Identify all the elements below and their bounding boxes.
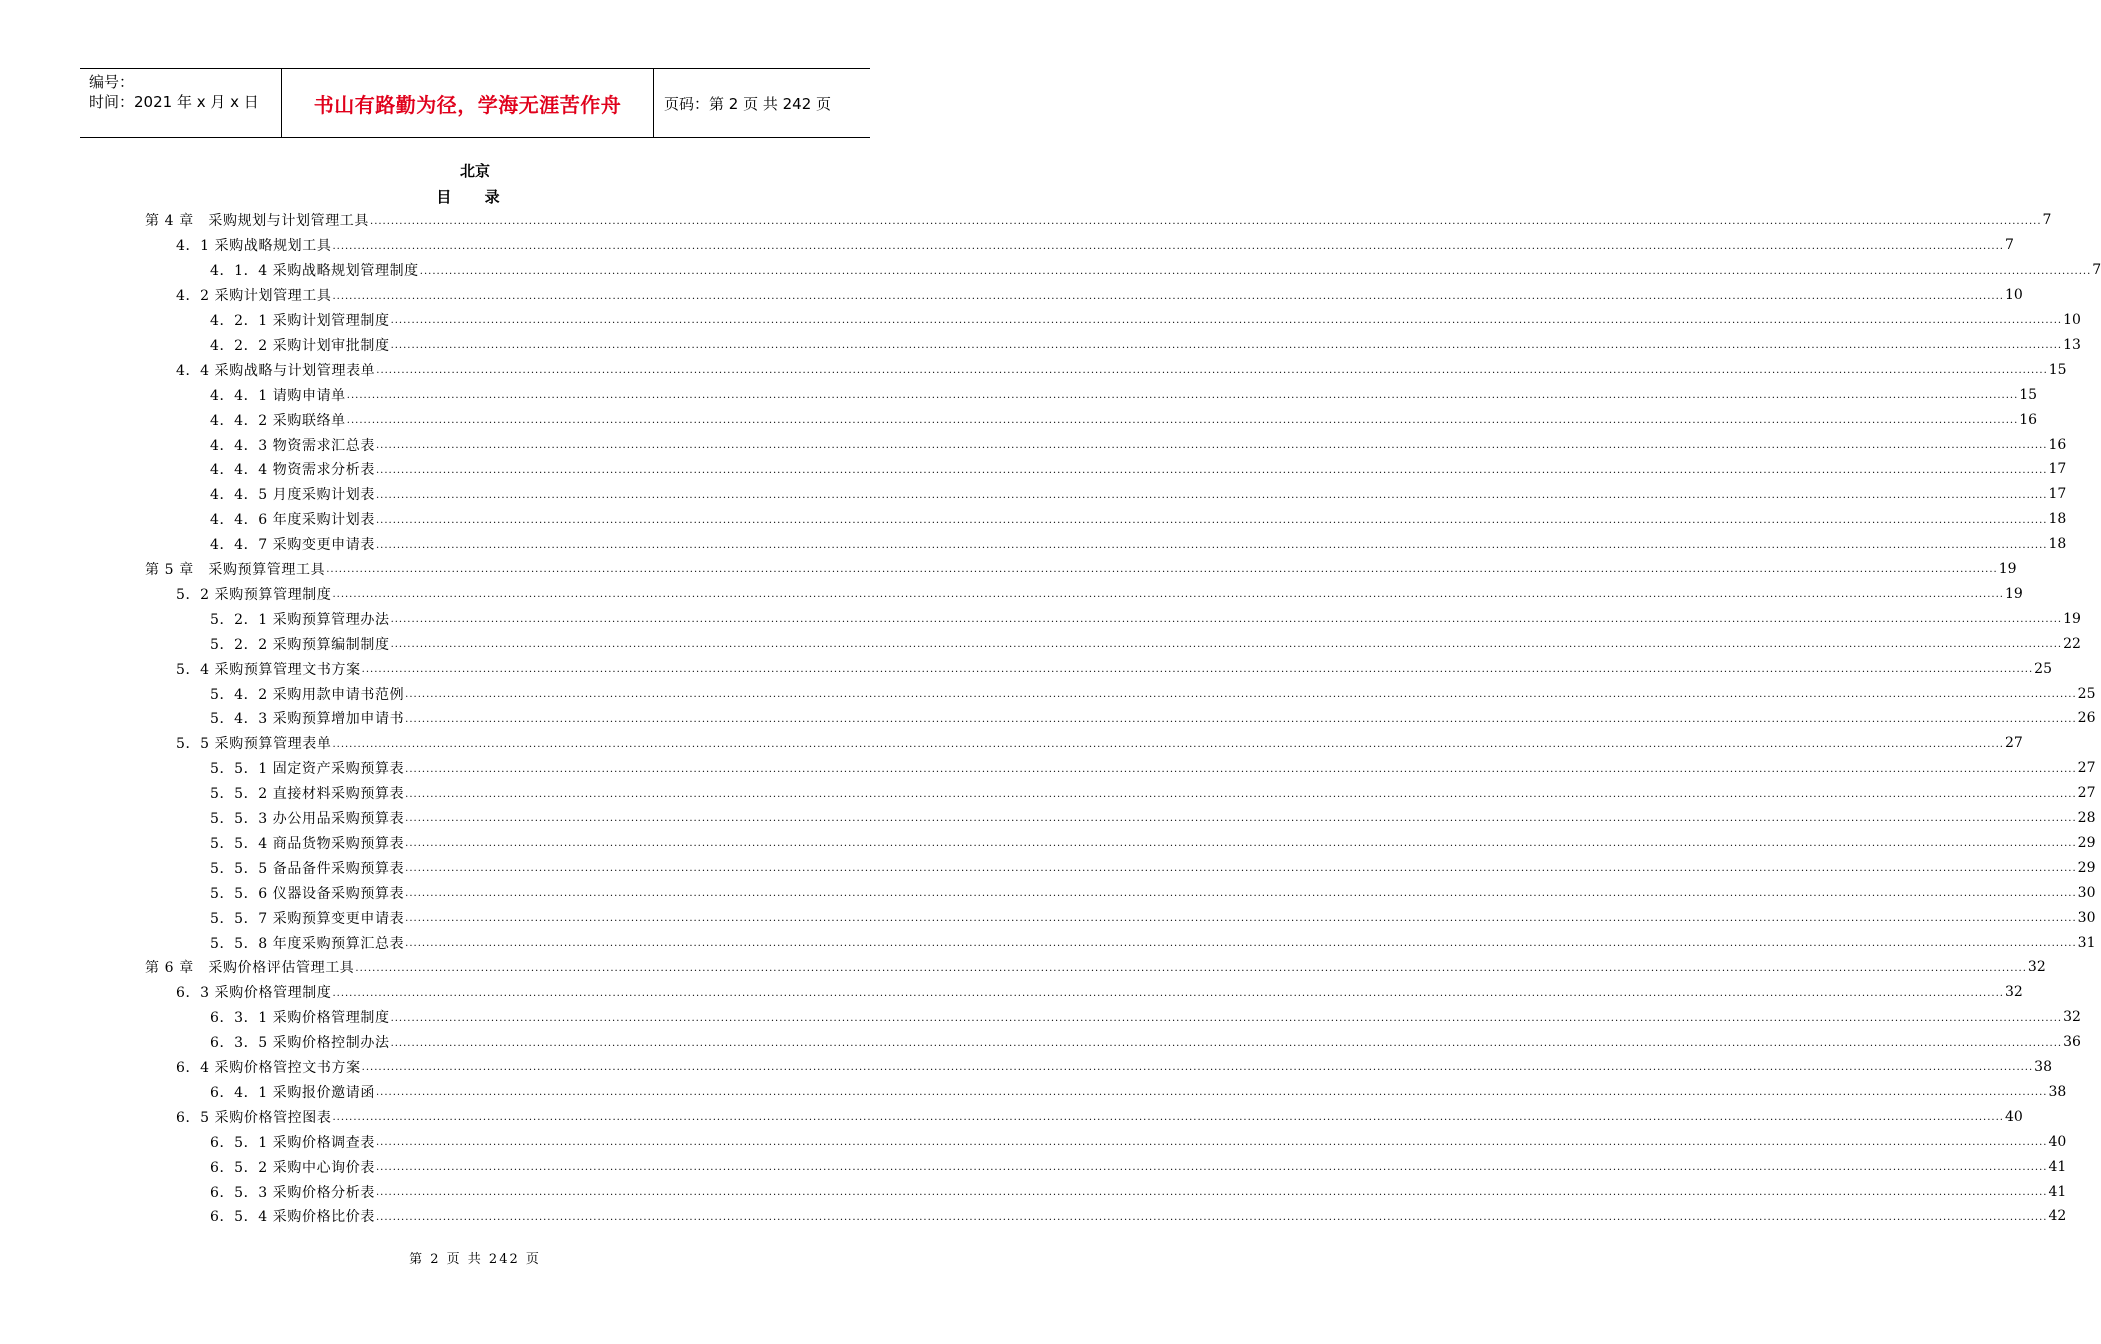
toc-entry-label: 4．2．2 采购计划审批制度	[210, 337, 390, 354]
toc-entry-label: 5．4 采购预算管理文书方案	[176, 661, 361, 678]
toc-leader-dots: ................................................................................................................................................................................................................................................................................................................................................................................................................	[390, 639, 2063, 651]
toc-entry[interactable]	[145, 557, 2017, 582]
toc-entry[interactable]	[210, 333, 2081, 358]
toc-leader-dots: ................................................................................................................................................................................................................................................................................................................................................................................................................	[405, 713, 2077, 725]
toc-entry[interactable]	[176, 656, 2052, 681]
toc-leader-dots: ................................................................................................................................................................................................................................................................................................................................................................................................................	[375, 464, 2048, 476]
toc-leader-dots: ................................................................................................................................................................................................................................................................................................................................................................................................................	[376, 365, 2048, 377]
toc-entry[interactable]	[210, 706, 2096, 731]
toc-entry-page: 28	[2077, 810, 2096, 827]
toc-entry-page: 22	[2063, 635, 2081, 652]
date-label: 时间：2021 年 x 月 x 日	[89, 93, 259, 111]
toc-leader-dots: ................................................................................................................................................................................................................................................................................................................................................................................................................	[390, 1012, 2063, 1024]
toc-entry-page: 41	[2048, 1183, 2067, 1200]
toc-leader-dots: ................................................................................................................................................................................................................................................................................................................................................................................................................	[326, 564, 1998, 576]
toc-entry[interactable]	[176, 357, 2067, 382]
toc-entry-label: 4．4．5 月度采购计划表	[210, 487, 375, 504]
toc-leader-dots: ................................................................................................................................................................................................................................................................................................................................................................................................................	[361, 1062, 2034, 1074]
toc-entry-page: 32	[2004, 984, 2023, 1001]
toc-entry[interactable]	[210, 457, 2067, 482]
toc-entry[interactable]	[176, 731, 2023, 756]
toc-entry-page: 42	[2048, 1208, 2067, 1225]
toc-leader-dots: ................................................................................................................................................................................................................................................................................................................................................................................................................	[405, 763, 2077, 775]
toc-entry-page: 15	[2019, 386, 2038, 403]
toc-entry[interactable]	[210, 606, 2081, 631]
toc-leader-dots: ................................................................................................................................................................................................................................................................................................................................................................................................................	[332, 738, 2004, 750]
toc-entry-label: 6．5．4 采购价格比价表	[210, 1209, 375, 1226]
toc-leader-dots: ................................................................................................................................................................................................................................................................................................................................................................................................................	[375, 1087, 2048, 1099]
toc-entry[interactable]	[210, 1179, 2067, 1204]
code-label: 编号：	[89, 73, 135, 91]
toc-leader-dots: ................................................................................................................................................................................................................................................................................................................................................................................................................	[405, 788, 2077, 800]
toc-entry-page: 40	[2004, 1108, 2023, 1125]
toc-entry[interactable]	[210, 855, 2096, 880]
page-header	[80, 68, 870, 138]
toc-entry-page: 13	[2063, 336, 2081, 353]
toc-leader-dots: ................................................................................................................................................................................................................................................................................................................................................................................................................	[419, 265, 2092, 277]
toc-entry-label: 4．2．1 采购计划管理制度	[210, 313, 390, 330]
toc-leader-dots: ................................................................................................................................................................................................................................................................................................................................................................................................................	[405, 937, 2077, 949]
toc-entry-label: 4．2 采购计划管理工具	[176, 288, 332, 305]
toc-entry[interactable]	[176, 582, 2023, 607]
header-motto: 书山有路勤为径，学海无涯苦作舟	[281, 69, 654, 137]
toc-leader-dots: ................................................................................................................................................................................................................................................................................................................................................................................................................	[405, 813, 2077, 825]
toc-entry[interactable]	[210, 806, 2096, 831]
toc-entry[interactable]	[210, 905, 2096, 930]
toc-entry-label: 第 6 章 采购价格评估管理工具	[145, 960, 355, 977]
toc-entry[interactable]	[176, 283, 2023, 308]
toc-entry-label: 6．4 采购价格管控文书方案	[176, 1060, 361, 1077]
toc-entry-page: 32	[2027, 959, 2046, 976]
toc-entry[interactable]	[210, 382, 2038, 407]
toc-entry-label: 6．5．1 采购价格调查表	[210, 1134, 375, 1151]
toc-leader-dots: ................................................................................................................................................................................................................................................................................................................................................................................................................	[405, 888, 2077, 900]
toc-entry-label: 5．5．1 固定资产采购预算表	[210, 761, 405, 778]
toc-leader-dots: ................................................................................................................................................................................................................................................................................................................................................................................................................	[370, 215, 2042, 227]
toc-leader-dots: ................................................................................................................................................................................................................................................................................................................................................................................................................	[375, 539, 2048, 551]
toc-leader-dots: ................................................................................................................................................................................................................................................................................................................................................................................................................	[332, 1112, 2004, 1124]
toc-entry-page: 18	[2048, 511, 2067, 528]
toc-entry[interactable]	[210, 831, 2096, 856]
toc-entry-label: 4．4．6 年度采购计划表	[210, 512, 375, 529]
toc-entry-page: 15	[2048, 361, 2067, 378]
toc-entry[interactable]	[210, 1154, 2067, 1179]
toc-leader-dots: ................................................................................................................................................................................................................................................................................................................................................................................................................	[390, 614, 2063, 626]
page-footer: 第 2 页 共 242 页	[409, 1252, 541, 1267]
toc-entry-page: 40	[2048, 1133, 2067, 1150]
toc-leader-dots: ................................................................................................................................................................................................................................................................................................................................................................................................................	[375, 1162, 2048, 1174]
toc-entry-page: 30	[2077, 909, 2096, 926]
toc-leader-dots: ................................................................................................................................................................................................................................................................................................................................................................................................................	[375, 489, 2048, 501]
toc-leader-dots: ................................................................................................................................................................................................................................................................................................................................................................................................................	[390, 315, 2063, 327]
toc-entry-page: 17	[2048, 461, 2067, 478]
toc-entry-page: 19	[2063, 610, 2081, 627]
header-page-info: 页码：第 2 页 共 242 页	[664, 94, 832, 113]
toc-leader-dots: ................................................................................................................................................................................................................................................................................................................................................................................................................	[405, 688, 2077, 700]
toc-entry-page: 36	[2063, 1034, 2081, 1051]
toc-entry-label: 6．5．2 采购中心询价表	[210, 1159, 375, 1176]
toc-entry[interactable]	[210, 507, 2067, 532]
toc-entry[interactable]	[210, 756, 2096, 781]
toc-entry[interactable]	[210, 1030, 2081, 1055]
toc-entry-page: 38	[2048, 1083, 2067, 1100]
toc-entry-page: 27	[2077, 760, 2096, 777]
toc-entry-page: 41	[2048, 1158, 2067, 1175]
toc-entry-label: 4．4．4 物资需求分析表	[210, 462, 375, 479]
toc-entry-label: 5．2．1 采购预算管理办法	[210, 611, 390, 628]
location-heading: 北京	[459, 162, 490, 180]
toc-entry-label: 4．4．1 请购申请单	[210, 387, 346, 404]
toc-entry-page: 32	[2063, 1009, 2081, 1026]
toc-entry-page: 17	[2048, 486, 2067, 503]
toc-entry-page: 25	[2034, 660, 2052, 677]
toc-leader-dots: ................................................................................................................................................................................................................................................................................................................................................................................................................	[355, 962, 2027, 974]
toc-leader-dots: ................................................................................................................................................................................................................................................................................................................................................................................................................	[375, 1137, 2048, 1149]
toc-leader-dots: ................................................................................................................................................................................................................................................................................................................................................................................................................	[332, 987, 2004, 999]
toc-entry[interactable]	[210, 532, 2067, 557]
toc-leader-dots: ................................................................................................................................................................................................................................................................................................................................................................................................................	[405, 863, 2077, 875]
toc-entry[interactable]	[210, 681, 2096, 706]
toc-entry-label: 4．4 采购战略与计划管理表单	[176, 362, 376, 379]
toc-entry-page: 30	[2077, 884, 2096, 901]
toc-entry[interactable]	[210, 482, 2067, 507]
toc-entry[interactable]	[145, 955, 2046, 980]
toc-entry[interactable]	[210, 432, 2067, 457]
toc-entry-page: 16	[2048, 436, 2067, 453]
toc-entry-label: 5．5．4 商品货物采购预算表	[210, 835, 405, 852]
toc-entry[interactable]	[210, 308, 2081, 333]
toc-entry-label: 5．4．2 采购用款申请书范例	[210, 686, 405, 703]
toc-entry-label: 6．4．1 采购报价邀请函	[210, 1084, 375, 1101]
toc-leader-dots: ................................................................................................................................................................................................................................................................................................................................................................................................................	[375, 439, 2048, 451]
toc-leader-dots: ................................................................................................................................................................................................................................................................................................................................................................................................................	[390, 1037, 2063, 1049]
toc-entry-label: 4．4．7 采购变更申请表	[210, 537, 375, 554]
toc-entry-page: 27	[2004, 735, 2023, 752]
toc-entry-page: 16	[2019, 411, 2038, 428]
toc-entry-label: 第 5 章 采购预算管理工具	[145, 562, 326, 579]
toc-entry[interactable]	[210, 258, 2101, 283]
toc-entry[interactable]	[176, 980, 2023, 1005]
toc-entry[interactable]	[210, 1204, 2067, 1229]
toc-entry-label: 第 4 章 采购规划与计划管理工具	[145, 213, 370, 230]
toc-leader-dots: ................................................................................................................................................................................................................................................................................................................................................................................................................	[361, 664, 2034, 676]
toc-leader-dots: ................................................................................................................................................................................................................................................................................................................................................................................................................	[332, 290, 2004, 302]
toc-entry[interactable]	[210, 1080, 2067, 1105]
toc-entry-label: 6．3 采购价格管理制度	[176, 985, 332, 1002]
toc-entry-label: 6．3．5 采购价格控制办法	[210, 1035, 390, 1052]
toc-entry[interactable]	[176, 1055, 2052, 1080]
toc-entry-label: 6．3．1 采购价格管理制度	[210, 1010, 390, 1027]
toc-entry-label: 5．5．6 仪器设备采购预算表	[210, 885, 405, 902]
toc-entry-page: 27	[2077, 785, 2096, 802]
toc-entry[interactable]	[210, 880, 2096, 905]
toc-entry[interactable]	[176, 233, 2014, 258]
toc-entry-label: 5．5．5 备品备件采购预算表	[210, 860, 405, 877]
toc-entry-page: 29	[2077, 834, 2096, 851]
toc-leader-dots: ................................................................................................................................................................................................................................................................................................................................................................................................................	[332, 589, 2004, 601]
toc-leader-dots: ................................................................................................................................................................................................................................................................................................................................................................................................................	[346, 390, 2019, 402]
toc-entry[interactable]	[176, 1104, 2023, 1129]
toc-leader-dots: ................................................................................................................................................................................................................................................................................................................................................................................................................	[346, 415, 2019, 427]
toc-entry[interactable]	[210, 407, 2038, 432]
toc-leader-dots: ................................................................................................................................................................................................................................................................................................................................................................................................................	[390, 340, 2063, 352]
toc-leader-dots: ................................................................................................................................................................................................................................................................................................................................................................................................................	[405, 838, 2077, 850]
toc-entry-label: 5．4．3 采购预算增加申请书	[210, 711, 405, 728]
toc-entry-label: 5．5．7 采购预算变更申请表	[210, 910, 405, 927]
toc-entry-page: 29	[2077, 859, 2096, 876]
toc-entry-page: 31	[2077, 934, 2096, 951]
toc-entry-page: 10	[2004, 287, 2023, 304]
toc-entry[interactable]	[210, 1129, 2067, 1154]
toc-entry-label: 5．5 采购预算管理表单	[176, 736, 332, 753]
toc-entry-page: 10	[2063, 312, 2081, 329]
toc-leader-dots: ................................................................................................................................................................................................................................................................................................................................................................................................................	[332, 240, 2004, 252]
toc-entry[interactable]	[210, 930, 2096, 955]
toc-leader-dots: ................................................................................................................................................................................................................................................................................................................................................................................................................	[405, 913, 2077, 925]
toc-entry[interactable]	[210, 1005, 2081, 1030]
toc-entry-label: 4．4．2 采购联络单	[210, 412, 346, 429]
toc-entry-page: 7	[2042, 212, 2052, 229]
toc-entry-label: 5．5．2 直接材料采购预算表	[210, 786, 405, 803]
toc-entry-page: 7	[2004, 237, 2014, 254]
toc-leader-dots: ................................................................................................................................................................................................................................................................................................................................................................................................................	[375, 514, 2048, 526]
toc-entry-page: 7	[2092, 262, 2101, 279]
toc-entry[interactable]	[145, 208, 2052, 233]
header-meta	[80, 69, 281, 137]
toc-entry-page: 18	[2048, 536, 2067, 553]
toc-entry-label: 4．4．3 物资需求汇总表	[210, 437, 375, 454]
toc-entry[interactable]	[210, 631, 2081, 656]
toc-entry-page: 26	[2077, 710, 2096, 727]
toc-title: 目 录	[436, 188, 514, 206]
toc-entry-label: 6．5．3 采购价格分析表	[210, 1184, 375, 1201]
toc-entry[interactable]	[210, 781, 2096, 806]
toc-entry-page: 19	[2004, 585, 2023, 602]
toc-entry-label: 5．5．8 年度采购预算汇总表	[210, 935, 405, 952]
toc-entry-label: 5．5．3 办公用品采购预算表	[210, 811, 405, 828]
toc-entry-label: 5．2．2 采购预算编制制度	[210, 636, 390, 653]
toc-leader-dots: ................................................................................................................................................................................................................................................................................................................................................................................................................	[375, 1186, 2048, 1198]
toc-entry-page: 19	[1998, 561, 2017, 578]
toc-entry-label: 4．1 采购战略规划工具	[176, 238, 332, 255]
toc-entry-label: 4．1．4 采购战略规划管理制度	[210, 263, 419, 280]
toc-entry-page: 25	[2077, 685, 2096, 702]
toc-entry-page: 38	[2034, 1059, 2052, 1076]
toc-leader-dots: ................................................................................................................................................................................................................................................................................................................................................................................................................	[375, 1211, 2048, 1223]
toc-entry-label: 6．5 采购价格管控图表	[176, 1109, 332, 1126]
toc-entry-label: 5．2 采购预算管理制度	[176, 586, 332, 603]
